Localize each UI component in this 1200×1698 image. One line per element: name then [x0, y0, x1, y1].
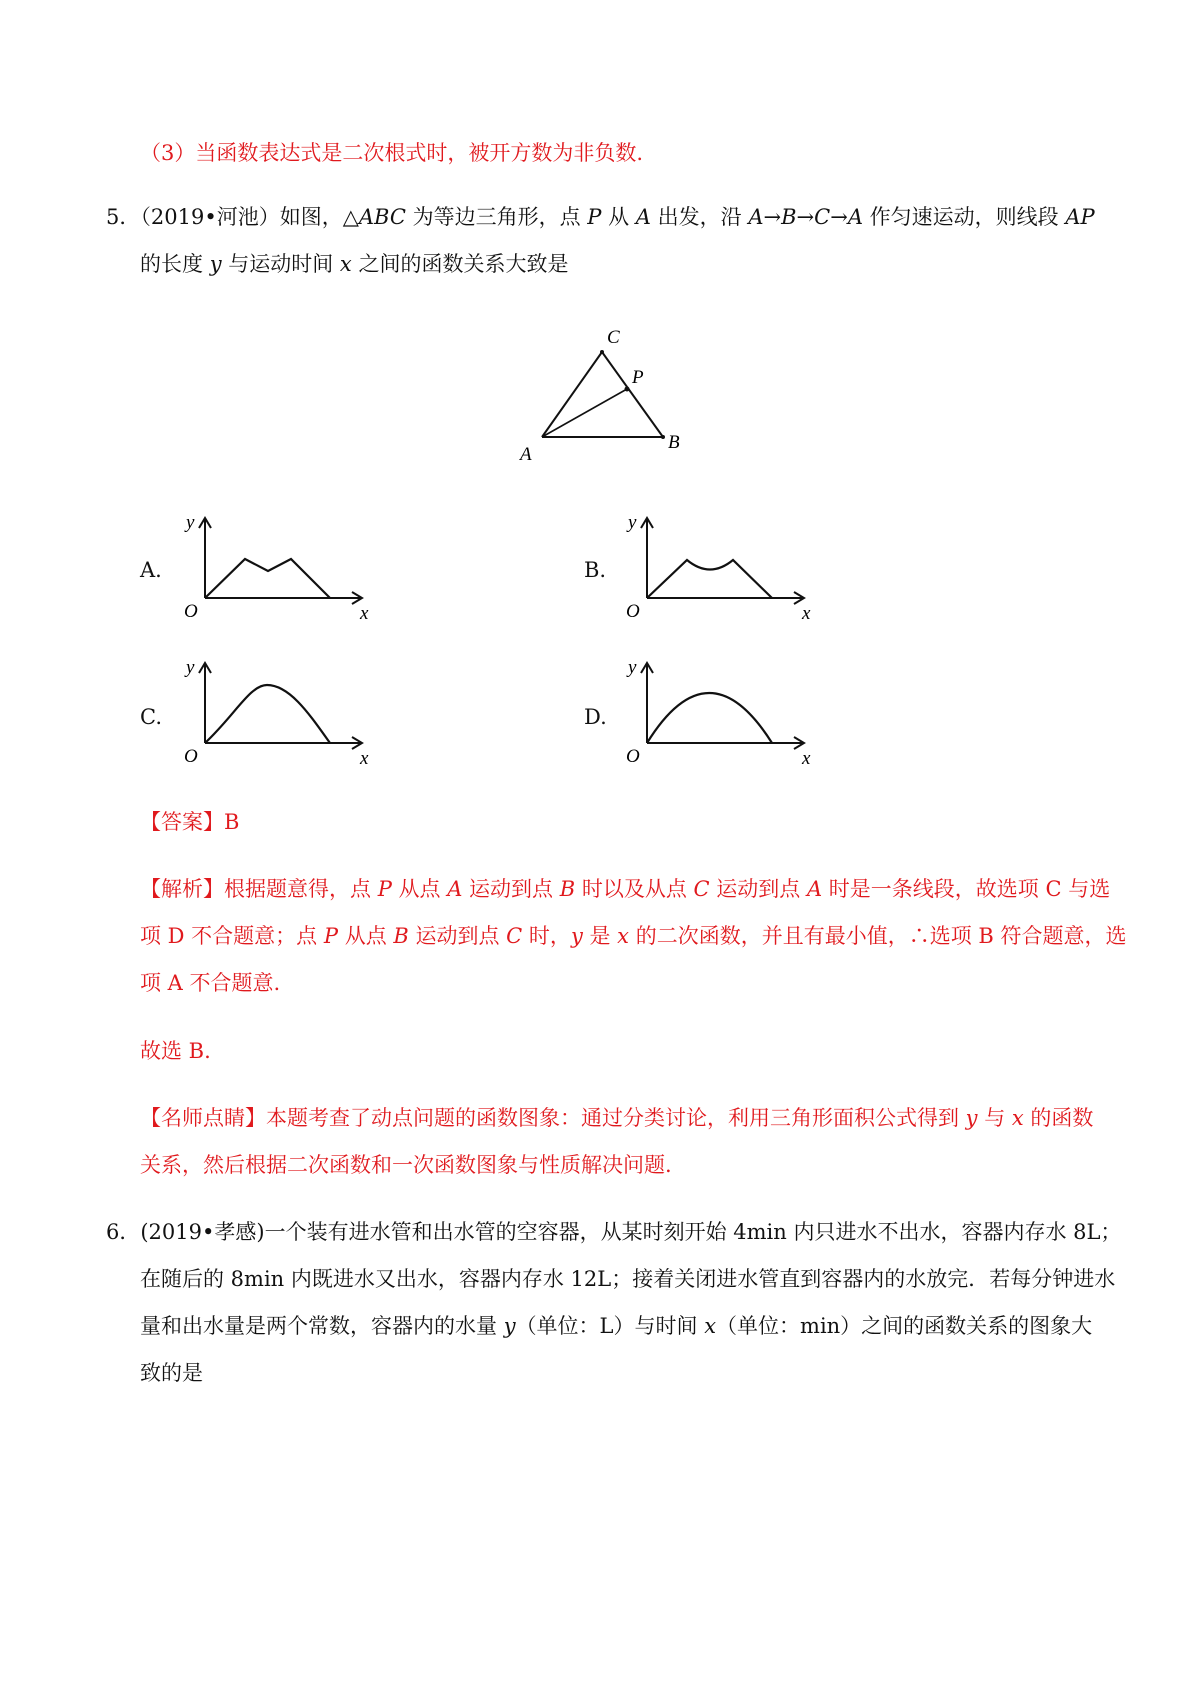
origin-label: O: [184, 601, 198, 622]
text: 【解析】根据题意得，点: [140, 877, 378, 901]
y-label: y: [186, 512, 195, 533]
side-cb: [602, 352, 663, 437]
math-var: A: [447, 877, 463, 901]
x-label: x: [802, 748, 811, 769]
text: 运动到点: [408, 924, 507, 948]
math-var: x: [617, 924, 630, 948]
question-6-line-2: 在随后的 8min 内既进水又出水，容器内存水 12L；接着关闭进水管直到容器内的水放完．若每分钟进水: [140, 1267, 1116, 1291]
text: 之间的函数关系大致是: [351, 252, 569, 276]
math-var: x: [339, 252, 352, 276]
label-a: A: [520, 444, 532, 465]
math-var: x: [1011, 1106, 1024, 1130]
math-var: C: [693, 877, 710, 901]
question-5-line-1: [106, 203, 1095, 231]
question-6-line-3: [140, 1312, 1092, 1340]
curve: [647, 693, 772, 743]
origin-label: O: [626, 601, 640, 622]
option-b-letter[interactable]: B.: [584, 558, 607, 582]
option-a-graph[interactable]: [180, 510, 380, 625]
text: 从: [601, 205, 636, 229]
math-var: P: [587, 205, 602, 229]
x-label: x: [360, 748, 369, 769]
text: 时以及从点: [575, 877, 694, 901]
math-var: y: [965, 1106, 978, 1130]
text: 从点: [338, 924, 394, 948]
text: 是: [582, 924, 618, 948]
text: 为等边三角形，点: [405, 205, 588, 229]
math-var: B: [559, 877, 576, 901]
origin-label: O: [626, 746, 640, 767]
math-var: y: [503, 1314, 516, 1338]
comment-line-1: [140, 1104, 1093, 1132]
text: 量和出水量是两个常数，容器内的水量: [140, 1314, 504, 1338]
text: 的函数: [1023, 1106, 1094, 1130]
math-var: C: [814, 205, 831, 229]
text: 出发，沿: [650, 205, 749, 229]
math-var: C: [506, 924, 523, 948]
y-label: y: [628, 512, 637, 533]
text: 与运动时间: [221, 252, 340, 276]
text: 的二次函数，并且有最小值，∴选项 B 符合题意，选: [629, 924, 1127, 948]
arrow: →: [830, 205, 848, 229]
option-c-letter[interactable]: C.: [140, 705, 162, 729]
text: 运动到点: [462, 877, 560, 901]
math-var: ABC: [358, 205, 406, 229]
y-label: y: [628, 657, 637, 678]
label-p: P: [632, 367, 644, 388]
text: （单位：L）与时间: [515, 1314, 705, 1338]
option-d-letter[interactable]: D.: [584, 705, 607, 729]
text: （2019•河池）如图，△: [140, 205, 359, 229]
math-var: A: [748, 205, 764, 229]
question-5-line-2: [140, 250, 568, 278]
arrow: →: [763, 205, 782, 229]
math-var: y: [570, 924, 583, 948]
option-a-letter[interactable]: A.: [140, 558, 162, 582]
math-var: x: [704, 1314, 717, 1338]
analysis-line-1: [140, 875, 1110, 903]
segment-ap: [542, 389, 627, 437]
math-var: P: [377, 877, 392, 901]
curve: [647, 560, 772, 598]
side-ac: [542, 352, 602, 437]
text: 运动到点: [709, 877, 807, 901]
math-var: P: [323, 924, 339, 948]
origin-label: O: [184, 746, 198, 767]
analysis-line-3: 项 A 不合题意.: [140, 971, 281, 995]
math-var: B: [781, 205, 797, 229]
text: （单位：min）之间的函数关系的图象大: [716, 1314, 1093, 1338]
arrow: →: [796, 205, 815, 229]
triangle-figure: [500, 320, 720, 480]
analysis-line-2: [140, 922, 1126, 950]
text: 时，: [522, 924, 571, 948]
option-c-graph[interactable]: [180, 655, 380, 770]
text: 【名师点睛】本题考查了动点问题的函数图象：通过分类讨论，利用三角形面积公式得到: [140, 1106, 966, 1130]
point-b: [661, 435, 665, 439]
question-6-line-4: 致的是: [140, 1361, 203, 1385]
math-var: AP: [1065, 205, 1095, 229]
question-number: 5．: [106, 205, 141, 229]
text: 的长度: [140, 252, 210, 276]
conclusion: 故选 B.: [140, 1039, 211, 1063]
option-d-graph[interactable]: [622, 655, 822, 770]
note-3: （3）当函数表达式是二次根式时，被开方数为非负数.: [140, 141, 644, 165]
text: 从点: [391, 877, 448, 901]
label-b: B: [668, 432, 680, 453]
y-label: y: [186, 657, 195, 678]
math-var: A: [635, 205, 651, 229]
x-label: x: [360, 603, 369, 624]
text: 与: [977, 1106, 1012, 1130]
text: 时是一条线段，故选项 C 与选: [822, 877, 1111, 901]
point-c: [600, 350, 604, 354]
curve: [205, 559, 330, 598]
answer: 【答案】B: [140, 810, 240, 834]
math-var: A: [806, 877, 823, 901]
comment-line-2: 关系，然后根据二次函数和一次函数图象与性质解决问题.: [140, 1153, 672, 1177]
text: 项 D 不合题意；点: [140, 924, 324, 948]
x-label: x: [802, 603, 811, 624]
label-c: C: [607, 327, 620, 348]
point-p: [625, 387, 630, 392]
question-6-line-1: 6．(2019•孝感)一个装有进水管和出水管的空容器，从某时刻开始 4min 内只进水不出水，容器内存水 8L；: [106, 1220, 1122, 1244]
math-var: B: [393, 924, 409, 948]
math-var: y: [209, 252, 222, 276]
text: 作匀速运动，则线段: [863, 205, 1066, 229]
option-b-graph[interactable]: [622, 510, 822, 625]
math-var: A: [847, 205, 863, 229]
curve: [205, 685, 330, 743]
